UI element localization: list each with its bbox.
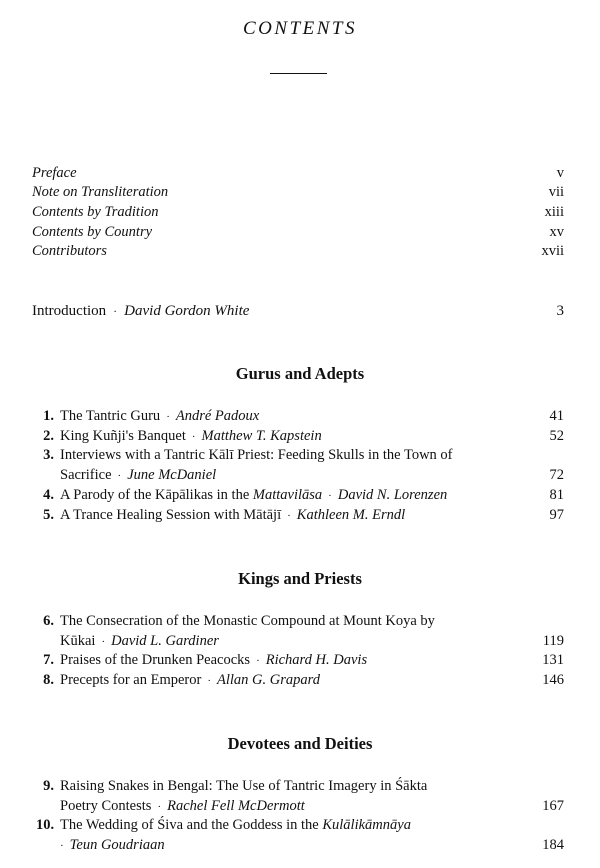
toc-front-item-tradition[interactable] — [32, 202, 564, 222]
page-title: CONTENTS — [243, 18, 357, 39]
entry-number: 10. — [36, 817, 55, 833]
toc-entry-1[interactable] — [36, 406, 564, 426]
entry-author: André Padoux — [175, 408, 260, 424]
entry-page: 41 — [549, 408, 564, 424]
toc-entry-3[interactable] — [36, 445, 564, 485]
entry-page: 146 — [542, 672, 564, 688]
toc-front-label: Note on Transliteration — [32, 184, 169, 200]
toc-entry-10[interactable] — [36, 815, 564, 855]
separator-dot: · — [207, 675, 211, 687]
section-heading-kings: Kings and Priests — [238, 569, 362, 588]
entry-title: The Tantric Guru — [60, 408, 161, 424]
section-heading-devotees: Devotees and Deities — [227, 734, 373, 753]
introduction-title: Introduction — [32, 303, 107, 319]
entry-author: Richard H. Davis — [265, 652, 368, 668]
entry-title: A Parody of the Kāpālikas in the — [60, 487, 253, 503]
separator-dot: · — [191, 431, 196, 443]
separator-dot: · — [328, 490, 332, 502]
entry-page: 131 — [542, 652, 564, 668]
entry-title: A Trance Healing Session with Mātājī — [60, 507, 282, 523]
title-rule — [270, 73, 327, 74]
entry-number: 9. — [43, 778, 54, 794]
entry-title-italic: Mattavilāsa — [252, 487, 323, 503]
entry-title: King Kuñji's Banquet — [60, 428, 186, 444]
toc-front-page: xiii — [544, 204, 564, 220]
entry-number: 4. — [43, 487, 54, 503]
entry-author: Rachel Fell McDermott — [167, 798, 305, 814]
entry-title-italic: Kulālikāmnāya — [322, 817, 411, 833]
toc-front-page: v — [556, 165, 564, 181]
entry-title: Precepts for an Emperor — [60, 672, 202, 688]
entry-number: 3. — [43, 447, 54, 463]
entry-title: Raising Snakes in Bengal: The Use of Tantric Imagery in Śākta — [60, 778, 428, 794]
toc-entry-4[interactable] — [36, 485, 564, 505]
section-heading-gurus: Gurus and Adepts — [235, 364, 365, 383]
entry-title: Interviews with a Tantric Kālī Priest: Feeding Skulls in the Town of — [60, 447, 453, 463]
toc-front-label: Contributors — [32, 243, 107, 259]
entry-author: Teun Goudriaan — [69, 837, 165, 853]
separator-dot: · — [117, 470, 122, 482]
entry-page: 184 — [542, 837, 564, 853]
entry-author: David L. Gardiner — [111, 633, 219, 649]
separator-dot: · — [287, 510, 291, 522]
entry-author: Allan G. Grapard — [217, 672, 320, 688]
separator-dot: · — [101, 636, 106, 648]
toc-front-item-country[interactable] — [32, 222, 564, 242]
toc-entry-7[interactable] — [36, 650, 564, 670]
toc-front-item-contributors[interactable] — [32, 241, 564, 261]
entry-page: 52 — [549, 428, 564, 444]
entry-author: David N. Lorenzen — [337, 487, 448, 503]
separator-dot: · — [113, 304, 118, 318]
toc-front-page: vii — [548, 184, 564, 200]
entry-number: 7. — [43, 652, 54, 668]
entry-page: 167 — [542, 798, 564, 814]
separator-dot: · — [157, 801, 162, 813]
entry-author: Matthew T. Kapstein — [201, 428, 322, 444]
entry-number: 6. — [43, 613, 54, 629]
toc-front-label: Contents by Country — [32, 224, 153, 240]
toc-front-label: Preface — [32, 165, 77, 181]
toc-front-label: Contents by Tradition — [32, 204, 159, 220]
toc-introduction[interactable] — [32, 300, 564, 322]
toc-entry-5[interactable] — [36, 505, 564, 525]
entry-number: 5. — [43, 507, 54, 523]
toc-front-page: xvii — [541, 243, 564, 259]
toc-entry-8[interactable] — [36, 670, 564, 690]
entry-number: 8. — [43, 672, 54, 688]
separator-dot: · — [166, 411, 170, 423]
entry-title: Praises of the Drunken Peacocks — [60, 652, 251, 668]
toc-front-item-transliteration[interactable] — [32, 182, 564, 202]
toc-front-item-preface[interactable] — [32, 163, 564, 183]
entry-author: Kathleen M. Erndl — [296, 507, 406, 523]
toc-entry-6[interactable] — [36, 611, 564, 651]
toc-front-page: xv — [549, 224, 564, 240]
entry-title: The Wedding of Śiva and the Goddess in the — [60, 817, 323, 833]
entry-page: 119 — [542, 633, 564, 649]
entry-number: 1. — [43, 408, 54, 424]
separator-dot: · — [256, 655, 260, 667]
entry-page: 81 — [549, 487, 564, 503]
entry-author: June McDaniel — [127, 467, 217, 483]
toc-entry-2[interactable] — [36, 426, 564, 446]
entry-title-cont: Kūkai — [60, 633, 96, 649]
introduction-page: 3 — [556, 303, 564, 319]
introduction-author: David Gordon White — [124, 303, 250, 319]
entry-title-cont: Poetry Contests — [60, 798, 152, 814]
entry-title-cont: Sacrifice — [60, 467, 112, 483]
entry-page: 97 — [549, 507, 564, 523]
separator-dot: · — [60, 840, 64, 852]
entry-number: 2. — [43, 428, 54, 444]
entry-title: The Consecration of the Monastic Compound at Mount Koya by — [60, 613, 435, 629]
entry-page: 72 — [549, 467, 564, 483]
toc-entry-9[interactable] — [36, 776, 564, 816]
